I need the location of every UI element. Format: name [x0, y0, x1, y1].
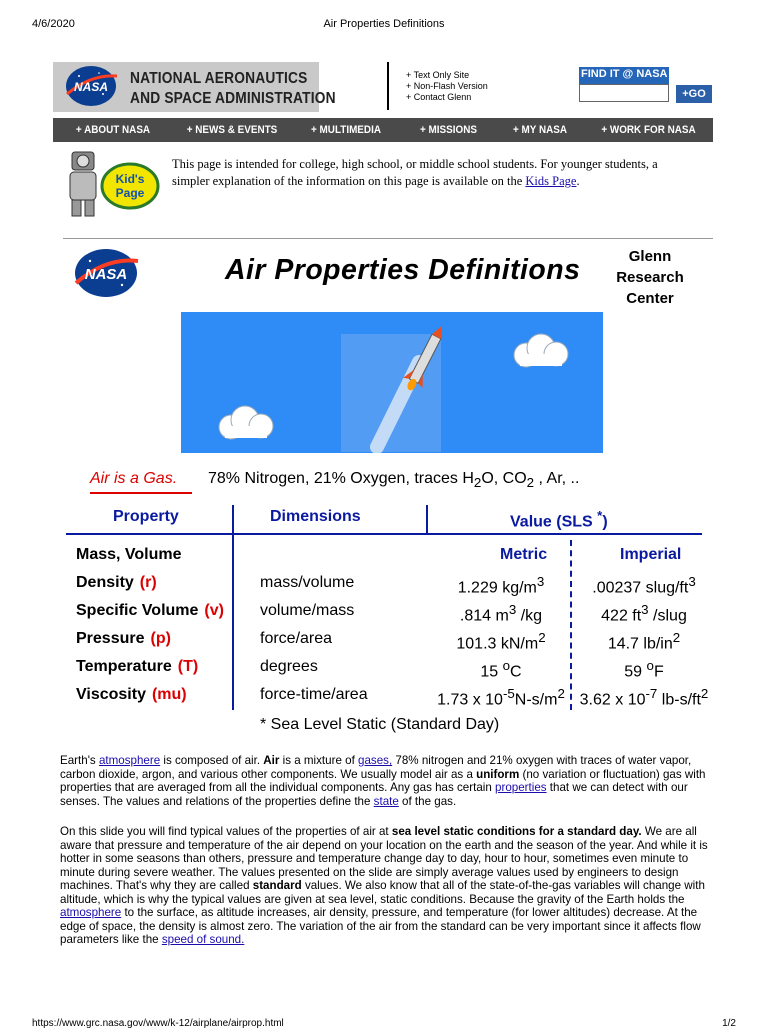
table-row-imperial: [574, 574, 714, 602]
agency-name-line2: AND SPACE ADMINISTRATION: [130, 90, 336, 107]
kids-page-badge-icon[interactable]: [62, 148, 162, 220]
agency-name-line1: NATIONAL AERONAUTICS: [130, 70, 308, 87]
quick-link-contact[interactable]: + Contact Glenn: [406, 92, 472, 102]
quick-link-non-flash[interactable]: + Non-Flash Version: [406, 81, 488, 91]
imperial-sup: o: [646, 658, 654, 673]
table-row-metric: [436, 686, 566, 714]
property-symbol: (mu): [151, 686, 187, 703]
metric-value: 15: [480, 663, 503, 681]
table-row-dimension: force/area: [260, 630, 333, 647]
air-composition: [208, 470, 579, 490]
table-row-imperial: [574, 630, 714, 658]
logo-text: NASA: [73, 80, 109, 94]
imperial-sup: 3: [688, 574, 696, 589]
composition-part-b: O, CO: [481, 470, 527, 487]
table-row-property: [76, 658, 198, 686]
body-paragraph-1: [60, 754, 715, 808]
header-metric: Metric: [500, 546, 548, 563]
glenn-line3: Center: [626, 290, 674, 307]
nasa-logo-icon[interactable]: [63, 64, 119, 108]
body-text: that we can detect with our senses. The values and relations of the properties define the: [60, 781, 688, 808]
slide-title: Air Properties Definitions: [225, 254, 581, 286]
nav-work-for-nasa[interactable]: + WORK FOR NASA: [601, 124, 696, 136]
body-link[interactable]: atmosphere: [60, 906, 122, 919]
table-divider-2: [426, 505, 428, 535]
header-value-star: *: [597, 508, 603, 523]
table-row-property: [76, 630, 171, 658]
property-name: Temperature: [76, 658, 172, 675]
quick-link-text-only[interactable]: + Text Only Site: [406, 70, 470, 80]
header-value-close: ): [602, 513, 608, 531]
table-row-property: Mass, Volume: [76, 546, 182, 563]
body-text: On this slide you will find typical values of the properties of air at: [60, 825, 392, 838]
table-row-metric: [436, 574, 566, 602]
glenn-line2: Research: [616, 269, 684, 286]
find-label: FIND IT @ NASA: [579, 67, 669, 85]
body-text: of the gas.: [398, 794, 457, 808]
nav-news-events[interactable]: + NEWS & EVENTS: [186, 124, 278, 136]
composition-part-c: , Ar, ..: [534, 470, 580, 487]
intro-after: .: [576, 174, 580, 188]
body-text: We are all aware that pressure and temperature of the air depend on your location on the earth and the season of the year. And while it is hotter in some seasons than others, pressure and temperature change day to day, hour to hour, sometimes even minute to minute during severe weather. The values presented on the slide are simply average values used by engineers to design machines. That's why they are called: [60, 825, 708, 892]
cloud-icon: [219, 406, 273, 439]
body-link[interactable]: state: [373, 794, 399, 808]
print-title: Air Properties Definitions: [323, 18, 445, 30]
body-text: values. We also know that all of the state-of-the-gas variables will change with altitude, which is why the typical values are given at sea level, static conditions. Because the gravity of the Earth holds the: [60, 879, 705, 906]
imperial-unit: lb-s/ft: [657, 691, 701, 709]
metric-sup2: 2: [557, 686, 565, 701]
body-link[interactable]: speed of sound.: [161, 933, 245, 946]
property-name: Density: [76, 574, 134, 591]
glenn-research-center: [600, 246, 700, 309]
slide-top-rule: [63, 238, 713, 239]
imperial-unit: /slug: [648, 607, 687, 625]
table-row-dimension: volume/mass: [260, 602, 355, 619]
body-link[interactable]: gases,: [358, 754, 393, 767]
body-link[interactable]: properties: [495, 781, 547, 794]
main-nav: [53, 118, 713, 142]
property-symbol: (T): [177, 658, 199, 675]
table-row-metric: [436, 658, 566, 686]
nav-my-nasa[interactable]: + MY NASA: [512, 124, 567, 136]
print-date: 4/6/2020: [32, 18, 75, 30]
body-text: (no variation or fluctuation) gas with properties that are averaged from all the individual components. Any gas has certain: [60, 767, 706, 794]
body-bold-text: standard: [252, 879, 302, 892]
metric-sup: 3: [508, 602, 517, 617]
table-header-rule: [66, 533, 702, 535]
property-name: Specific Volume: [76, 602, 199, 619]
body-text: is composed of air.: [160, 754, 264, 767]
header-divider: [387, 62, 389, 110]
metric-value: 101.3 kN/m: [456, 635, 539, 653]
body-bold-text: uniform: [476, 767, 520, 781]
body-text: Earth's: [60, 754, 99, 767]
imperial-value: 422 ft: [601, 607, 642, 625]
subscript-2a: 2: [473, 475, 482, 491]
sky-illustration: [181, 312, 603, 453]
header-value-text: Value (SLS: [510, 513, 593, 531]
intro-text: [172, 156, 692, 190]
metric-sup: 2: [538, 630, 546, 645]
property-name: Pressure: [76, 630, 145, 647]
air-is-gas: Air is a Gas.: [90, 470, 178, 487]
slide-logo-text: NASA: [84, 266, 128, 283]
body-bold-text: Air: [263, 754, 280, 767]
slide-nasa-logo-icon: [72, 247, 140, 299]
imperial-unit: F: [653, 663, 664, 681]
body-bold-text: sea level static conditions for a standard day.: [391, 825, 642, 838]
property-symbol: (p): [150, 630, 171, 647]
body-paragraph-2: [60, 825, 715, 947]
imperial-sup2: 2: [700, 686, 709, 701]
property-name: Viscosity: [76, 686, 146, 703]
kids-badge-line1: Kid's: [115, 172, 145, 186]
header-value: [510, 508, 608, 531]
subscript-2b: 2: [526, 475, 535, 491]
metric-sup: o: [502, 658, 511, 673]
table-row-property: [76, 574, 157, 602]
kids-badge-line2: Page: [115, 186, 145, 200]
table-row-imperial: [574, 686, 714, 714]
metric-value: 1.229 kg/m: [457, 579, 537, 597]
rocket-scene: [181, 312, 603, 453]
body-text: is a mixture of: [279, 754, 359, 767]
table-row-property: [76, 686, 187, 714]
print-url: https://www.grc.nasa.gov/www/k-12/airplane/airprop.html: [32, 1018, 284, 1029]
table-row-metric: [436, 602, 566, 630]
property-symbol: (v): [204, 602, 224, 619]
quick-links: [406, 70, 488, 103]
imperial-value: 59: [624, 663, 647, 681]
table-row-property: [76, 602, 224, 630]
table-row-metric: [436, 630, 566, 658]
metric-unit: N-s/m: [514, 691, 558, 709]
imperial-sup: 2: [672, 630, 681, 645]
metric-unit: C: [510, 663, 522, 681]
table-row-dimension: mass/volume: [260, 574, 355, 591]
composition-part-a: 78% Nitrogen, 21% Oxygen, traces H: [208, 470, 474, 487]
search-input[interactable]: [579, 84, 669, 102]
table-row-dimension: degrees: [260, 658, 318, 675]
imperial-value: 14.7 lb/in: [607, 635, 673, 653]
property-symbol: (r): [139, 574, 157, 591]
table-row-imperial: [574, 602, 714, 630]
cloud-icon-2: [514, 334, 568, 367]
metric-sup: -5: [502, 686, 515, 701]
slide-footnote: * Sea Level Static (Standard Day): [260, 716, 500, 733]
imperial-value: 3.62 x 10: [579, 691, 646, 709]
nav-missions[interactable]: + MISSIONS: [420, 124, 477, 136]
imperial-sup: -7: [645, 686, 658, 701]
imperial-sup: 3: [641, 602, 649, 617]
metric-unit: /kg: [516, 607, 543, 625]
header-property: Property: [113, 508, 179, 525]
body-text: 78% nitrogen and 21% oxygen with traces of water vapor, carbon dioxide, argon, and various other components. We usually model air as a: [60, 754, 692, 781]
table-row-imperial: [574, 658, 714, 686]
kids-page-link[interactable]: Kids Page: [525, 174, 577, 188]
header-dimensions: Dimensions: [270, 508, 361, 525]
imperial-value: .00237 slug/ft: [592, 579, 689, 597]
intro-before: This page is intended for college, high school, or middle school students. For younger students, a simpler explanation of the information on this page is available on the: [172, 157, 658, 188]
go-button[interactable]: +GO: [676, 85, 712, 103]
header-imperial: Imperial: [620, 546, 682, 563]
table-row-dimension: force-time/area: [260, 686, 368, 703]
body-text: to the surface, as altitude increases, air density, pressure, and temperature (for lower altitudes) decrease. At the edge of space, the density is almost zero. The variation of the air from the standard can be very important since it affects flow parameters like the: [60, 906, 701, 946]
metric-value: .814 m: [459, 607, 509, 625]
air-is-gas-underline: [90, 492, 192, 494]
metric-sup: 3: [536, 574, 545, 589]
print-page-number: 1/2: [722, 1018, 736, 1029]
table-divider-1: [232, 505, 234, 710]
glenn-line1: Glenn: [628, 248, 672, 265]
body-link[interactable]: atmosphere: [98, 754, 161, 767]
metric-value: 1.73 x 10: [437, 691, 503, 709]
table-dashed-divider: [570, 540, 572, 710]
nav-multimedia[interactable]: + MULTIMEDIA: [311, 124, 381, 136]
nav-about-nasa[interactable]: + ABOUT NASA: [75, 124, 151, 136]
